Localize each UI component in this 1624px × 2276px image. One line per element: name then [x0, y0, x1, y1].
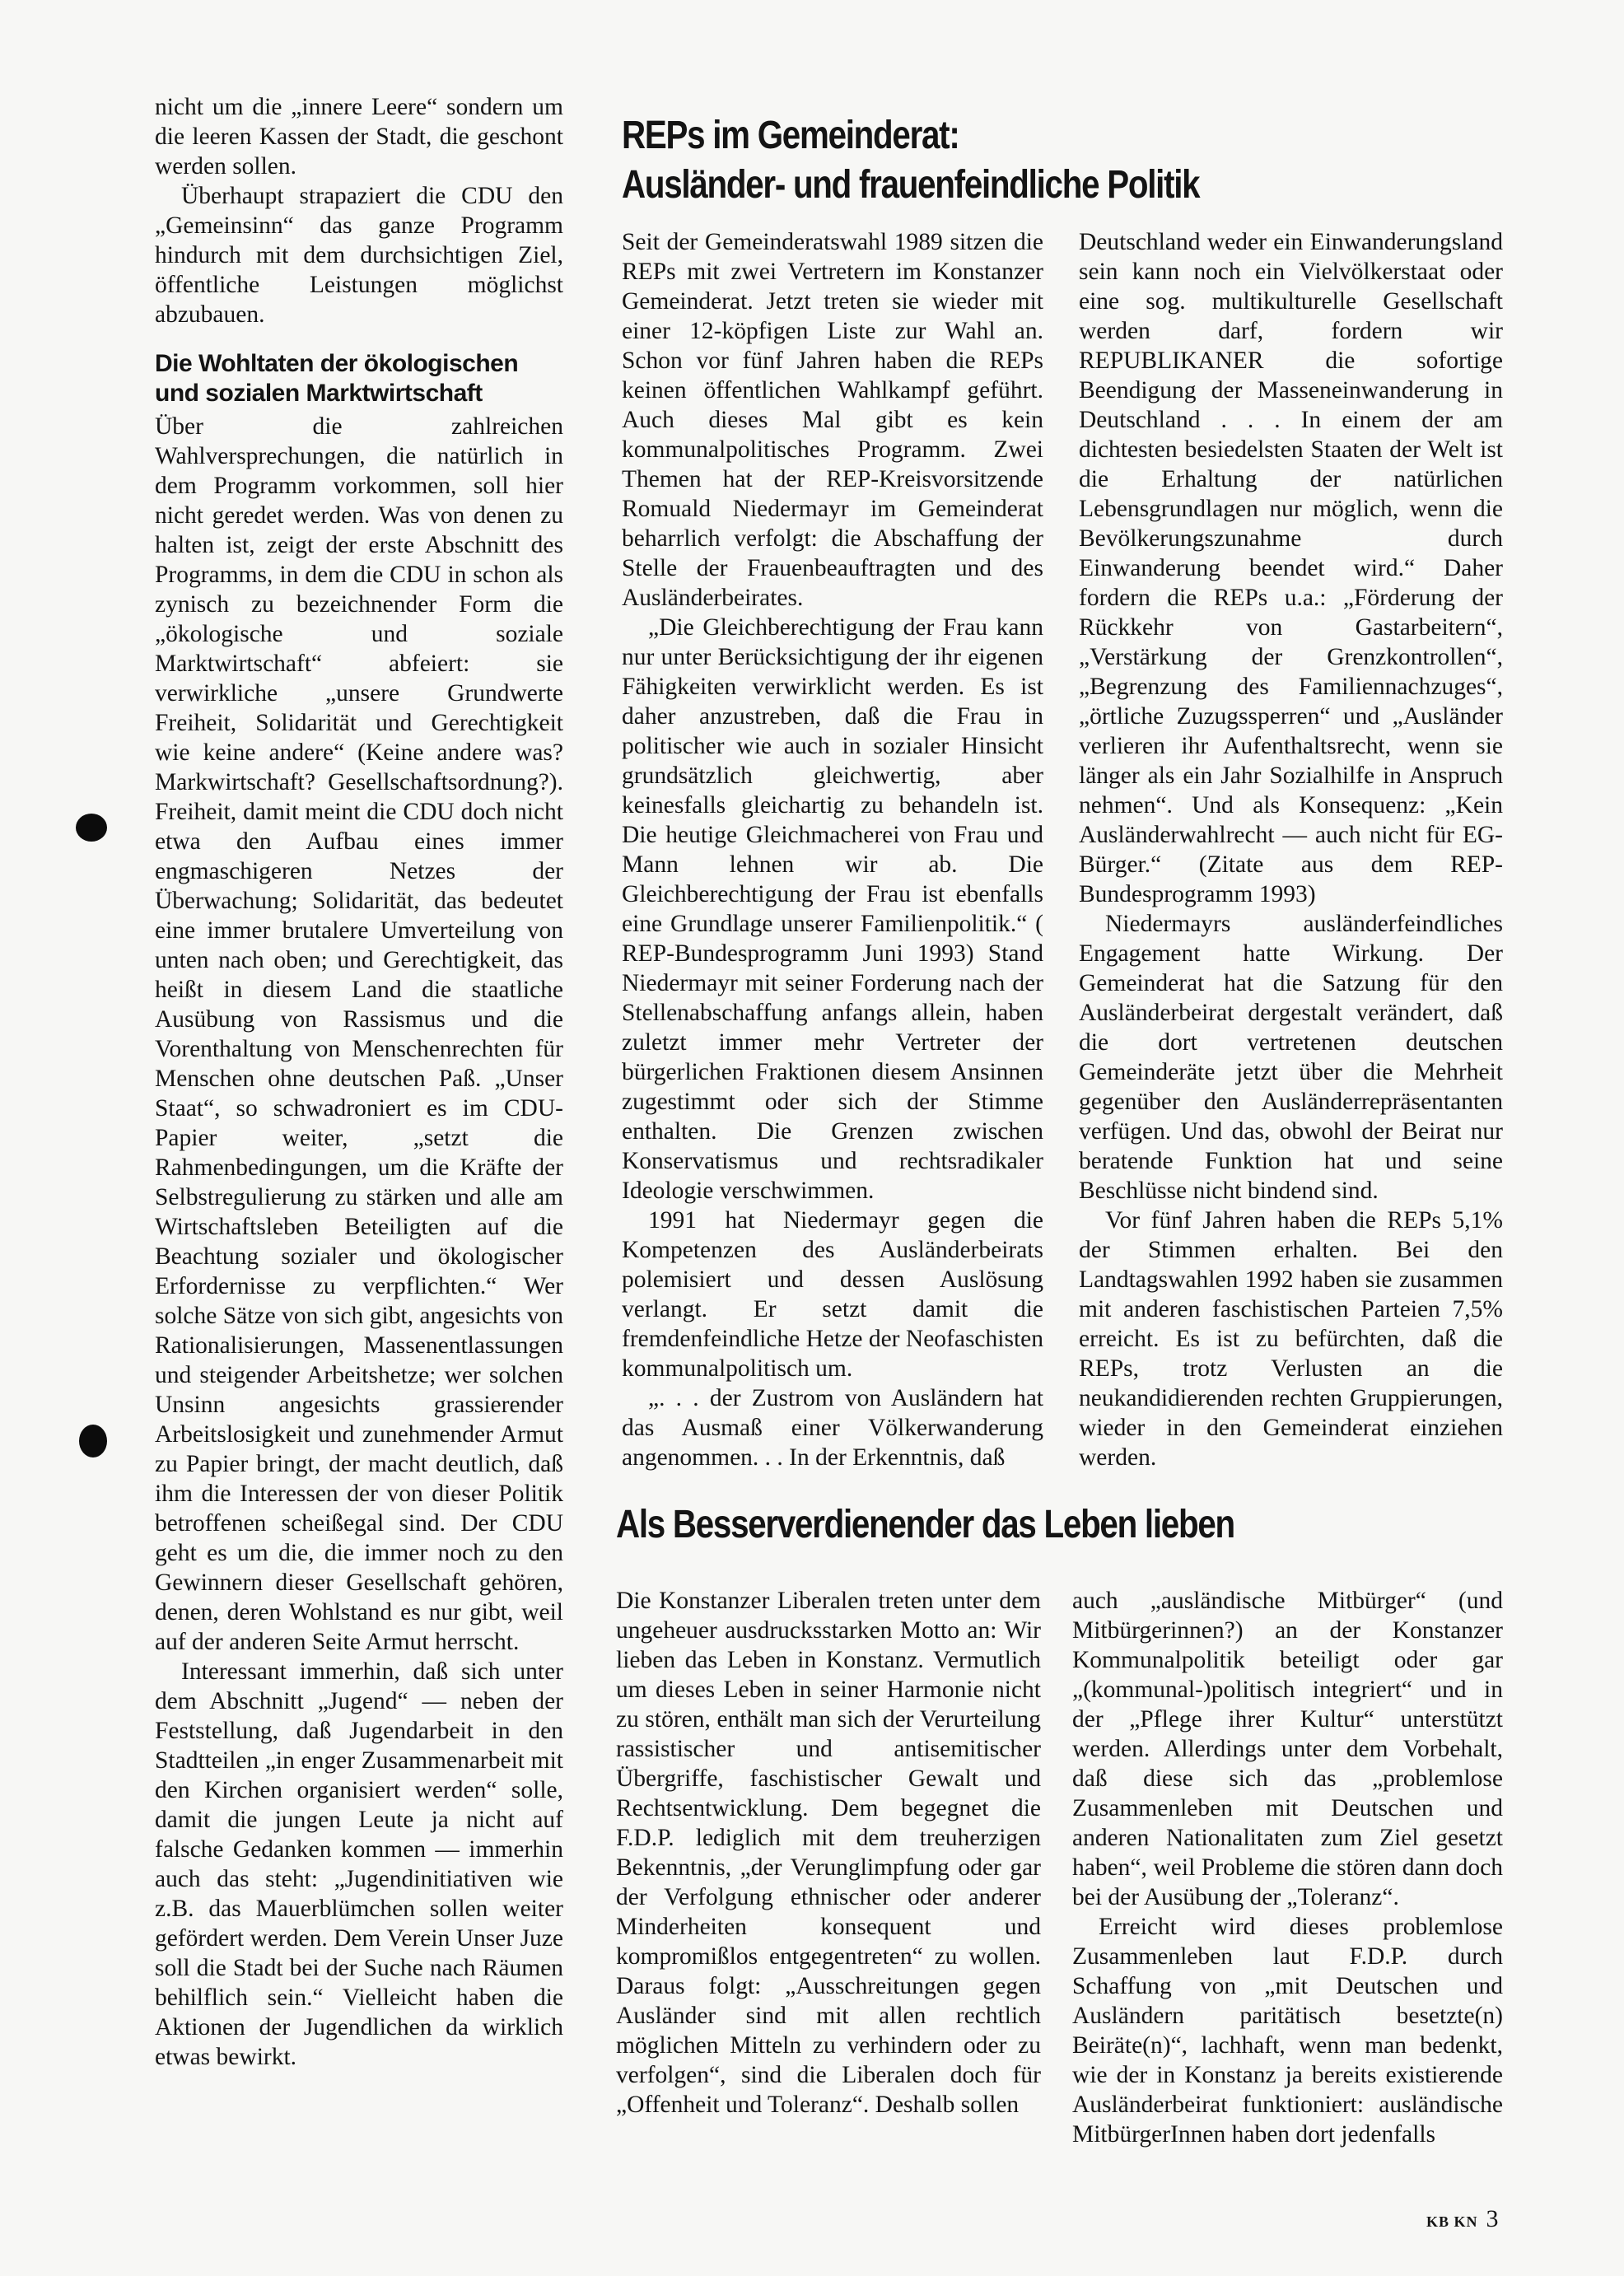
left-column [155, 92, 563, 2072]
paragraph: 1991 hat Niedermayr gegen die Kompetenzen des Ausländerbeirats polemisiert und dessen Auslösung verlangt. Er setzt damit die fremdenfeindliche Hetze der Neofaschisten kommunalpolitisch um. [622, 1207, 1043, 1382]
paragraph: „. . . der Zustrom von Ausländern hat das Ausmaß einer Völkerwanderung angenommen. . . In der Erkenntnis, daß [622, 1385, 1043, 1471]
publication-tag: KB KN [1426, 2213, 1478, 2230]
paragraph: „Die Gleichberechtigung der Frau kann nur unter Berücksichtigung der ihr eigenen Fähigkeiten verwirklicht werden. Es ist daher anzustreben, daß die Frau in politischer wie auch in sozialer Hinsicht grundsätzlich gleichwertig, aber keinesfalls gleichartig zu behandeln ist. Die heutige Gleichmacherei von Frau und Mann lehnen wir ab. Die Gleichberechtigung der Frau ist ebenfalls eine Grundlage unserer Familienpolitik.“ ( REP-Bundesprogramm Juni 1993) Stand Niedermayr mit seiner Forderung nach der Stellenabschaffung anfangs allein, haben zuletzt immer mehr Vertreter der bürgerlichen Fraktionen diesem Ansinnen zugestimmt oder sich der Stimme enthalten. Die Grenzen zwischen Konservatismus und rechtsradikaler Ideologie verschwimmen. [622, 614, 1043, 1204]
article-column [1079, 227, 1503, 1472]
page-number: 3 [1486, 2205, 1499, 2232]
paragraph: Niedermayrs ausländerfeindliches Engagement hatte Wirkung. Der Gemeinderat hat die Satzung für den Ausländerbeirat dergestalt verändert, daß die dort vertretenen deutschen Gemeinderäte jetzt über die Mehrheit gegenüber den Ausländerrepräsentanten verfügen. Und das, obwohl der Beirat nur beratende Funktion hat und seine Beschlüsse nicht bindend sind. [1079, 911, 1503, 1204]
paragraph: auch „ausländische Mitbürger“ (und Mitbürgerinnen?) an der Konstanzer Kommunalpolitik beteiligt oder gar „(kommunal-)politisch integriert“ und in der „Pflege ihrer Kultur“ unterstützt werden. Allerdings unter dem Vorbehalt, daß diese sich das „problemlose Zusammenleben mit Deutschen und anderen Nationalitaten zum Ziel gesetzt haben“, weil Probleme die stören dann doch bei der Ausübung der „Toleranz“. [1072, 1588, 1503, 1910]
paragraph: Seit der Gemeinderatswahl 1989 sitzen die REPs mit zwei Vertretern im Konstanzer Gemeinderat. Jetzt treten sie wieder mit einer 12-köpfigen Liste zur Wahl an. Schon vor fünf Jahren haben die REPs keinen öffentlichen Wahlkampf geführt. Auch dieses Mal gibt es kein kommunalpolitisches Programm. Zwei Themen hat der REP-Kreisvorsitzende Romuald Niedermayr im Gemeinderat beharrlich verfolgt: die Abschaffung der Stelle der Frauenbeauftragten und des Ausländerbeirates. [622, 229, 1043, 611]
article-column [616, 1586, 1041, 2120]
headline-line: Ausländer- und frauenfeindliche Politik [622, 163, 1200, 207]
article-headline [622, 111, 1199, 210]
paragraph: Vor fünf Jahren haben die REPs 5,1% der Stimmen erhalten. Bei den Landtagswahlen 1992 haben sie zusammen mit anderen faschistischen Parteien 7,5% erreicht. Es ist zu befürchten, daß die REPs, trotz Verlusten an die neukandidierenden rechten Gruppierungen, wieder in den Gemeinderat einziehen werden. [1079, 1207, 1503, 1471]
page-footer [1426, 2205, 1499, 2233]
article-headline: Als Besserverdienender das Leben lieben [616, 1503, 1234, 1546]
paragraph: nicht um die „innere Leere“ sondern um die leeren Kassen der Stadt, die geschont werden sollen. [155, 94, 563, 180]
punch-hole [79, 1425, 107, 1457]
paragraph: Die Konstanzer Liberalen treten unter dem ungeheuer ausdrucksstarken Motto an: Wir lieben das Leben in Konstanz. Vermutlich um dieses Leben in seiner Harmonie nicht zu stören, enthält man sich der Verurteilung rassistischer und antisemitischer Übergriffe, faschistischer Gewalt und Rechtsentwicklung. Dem begegnet die F.D.P. lediglich mit dem treuherzigen Bekenntnis, „der Verunglimpfung oder gar der Verfolgung ethnischer oder anderer Minderheiten konsequent und kompromißlos entgegentreten“ zu wollen. Daraus folgt: „Ausschreitungen gegen Ausländer sind mit allen rechtlich möglichen Mitteln zu verhindern oder zu verfolgen“, sind die Liberalen doch für „Offenheit und Toleranz“. Deshalb sollen [616, 1588, 1041, 2118]
headline-line: REPs im Gemeinderat: [622, 114, 959, 157]
paragraph: Über die zahlreichen Wahlversprechungen, die natürlich in dem Programm vorkommen, soll hier nicht geredet werden. Was von denen zu halten ist, zeigt der erste Abschnitt des Programms, in dem die CDU in schon als zynisch zu bezeichnender Form die „ökologische und soziale Marktwirtschaft“ abfeiert: sie verwirkliche „unsere Grundwerte Freiheit, Solidarität und Gerechtigkeit wie keine andere“ (Keine andere was? Markwirtschaft? Gesellschaftsordnung?). Freiheit, damit meint die CDU doch nicht etwa den Aufbau eines immer engmaschigeren Netzes der Überwachung; Solidarität, das bedeutet eine immer brutalere Umverteilung von unten nach oben; und Gerechtigkeit, das heißt in diesem Land die staatliche Ausübung von Rassismus und die Vorenthaltung von Menschenrechten für Menschen ohne deutschen Paß. „Unser Staat“, so schwadroniert es im CDU-Papier weiter, „setzt die Rahmenbedingungen, um die Kräfte der Selbstregulierung zu stärken und alle am Wirtschaftsleben Beteiligten auf die Beachtung sozialer und ökologischer Erfordernisse zu verpflichten.“ Wer solche Sätze von sich gibt, angesichts von Rationalisierungen, Massenentlassungen und steigender Arbeitshetze; wer solchen Unsinn angesichts grassierender Arbeitslosigkeit und zunehmender Armut zu Papier bringt, der macht deutlich, daß ihm die Interessen der von dieser Politik betroffenen scheißegal sind. Der CDU geht es um die, die immer noch zu den Gewinnern dieser Gesellschaft gehören, denen, deren Wohlstand es nur gibt, weil auf der anderen Seite Armut herrscht. [155, 413, 563, 1655]
paragraph: Erreicht wird dieses problemlose Zusammenleben laut F.D.P. durch Schaffung von „mit Deutschen und Ausländern paritätisch besetzte(n) Beiräte(n)“, lachhaft, wenn man bedenkt, wie der in Konstanz ja bereits existierende Ausländerbeirat funktioniert: ausländische MitbürgerInnen haben dort jedenfalls [1072, 1914, 1503, 2148]
article-column [1072, 1586, 1503, 2149]
paragraph: Überhaupt strapaziert die CDU den „Gemeinsinn“ das ganze Programm hindurch mit dem durchsichtigen Ziel, öffentliche Leistungen möglichst abzubauen. [155, 183, 563, 328]
punch-hole [76, 814, 107, 842]
paragraph: Interessant immerhin, daß sich unter dem Abschnitt „Jugend“ — neben der Feststellung, daß Jugendarbeit in den Stadtteilen „in enger Zusammenarbeit mit den Kirchen organisiert werden“ solle, damit die jungen Leute ja nicht auf falsche Gedanken kommen — immerhin auch das steht: „Jugendinitiativen wie z.B. das Mauerblümchen sollen weiter gefördert werden. Dem Verein Unser Juze soll die Stadt bei der Suche nach Räumen behilflich sein.“ Vielleicht haben die Aktionen der Jugendlichen da wirklich etwas bewirkt. [155, 1658, 563, 2070]
article-column [622, 227, 1043, 1472]
paragraph: Deutschland weder ein Einwanderungsland sein kann noch ein Vielvölkerstaat oder eine sog. multikulturelle Gesellschaft werden darf, fordern wir REPUBLIKANER die sofortige Beendigung der Masseneinwanderung in Deutschland . . . In einem der am dichtesten besiedelsten Staaten der Welt ist die Erhaltung der natürlichen Lebensgrundlagen nur möglich, wenn die Bevölkerungszunahme durch Einwanderung beendet wird.“ Daher fordern die REPs u.a.: „Förderung der Rückkehr von Gastarbeitern“, „Verstärkung der Grenzkontrollen“, „Begrenzung des Familiennachzuges“, „örtliche Zuzugssperren“ und „Ausländer verlieren ihr Aufenthaltsrecht, wenn sie länger als ein Jahr Sozialhilfe in Anspruch nehmen“. Und als Konsequenz: „Kein Ausländerwahlrecht — auch nicht für EG-Bürger.“ (Zitate aus dem REP-Bundesprogramm 1993) [1079, 229, 1503, 907]
section-subheading: Die Wohltaten der ökologischen und sozialen Marktwirtschaft [155, 350, 519, 407]
